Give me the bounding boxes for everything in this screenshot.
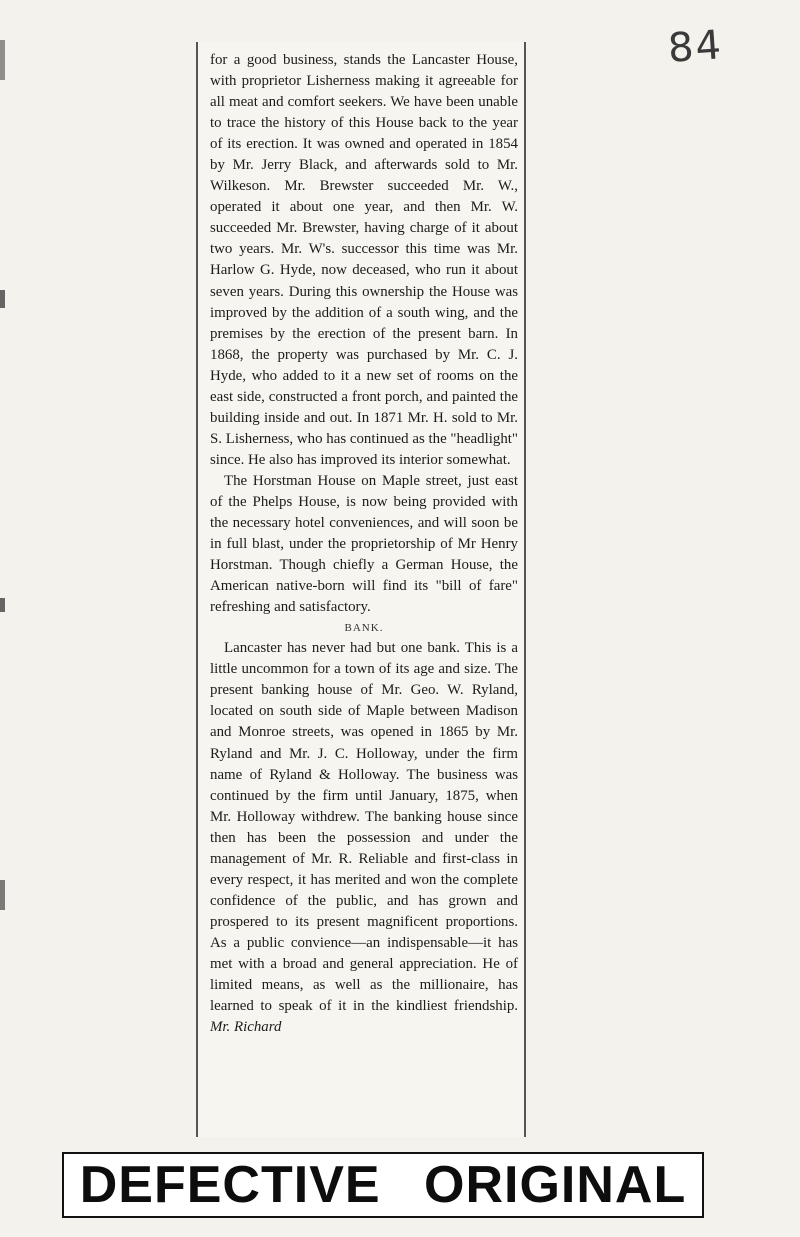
newspaper-clipping (196, 42, 526, 1137)
scan-edge-mark (0, 598, 5, 612)
banner-label: DEFECTIVE ORIGINAL (79, 1156, 687, 1214)
scan-edge-mark (0, 40, 5, 80)
article-paragraph-bank (210, 638, 518, 1038)
scan-edge-mark (0, 880, 5, 910)
trailing-name: Mr. Richard (210, 1019, 282, 1036)
defective-original-banner (62, 1152, 704, 1218)
article-paragraph-horstman-house: The Horstman House on Maple street, just east of the Phelps House, is now being provided with the necessary hotel conveniences, and will soon be in full blast, under the proprietorship of Mr Henry Horstman. Though chiefly a German House, the American native-born will find its "bill of fare" refreshing and satisfactory. (210, 472, 518, 616)
section-heading-bank: BANK. (344, 622, 384, 635)
article-paragraph-lancaster-house: for a good business, stands the Lancaster House, with proprietor Lisherness making it agreeable for all meat and comfort seekers. We have been unable to trace the history of this House back to the year of its erection. It was owned and operated in 1854 by Mr. Jerry Black, and afterwards sold to Mr. Wilkeson. Mr. Brewster succeeded Mr. W., operated it about one year, and then Mr. W. succeeded Mr. Brewster, having charge of it about two years. Mr. W's. successor this time was Mr. Harlow G. Hyde, now deceased, who run it about seven years. During this ownership the House was improved by the addition of a south wing, and the premises by the erection of the present barn. In 1868, the property was purchased by Mr. C. J. Hyde, who added to it a new set of rooms on the east side, constructed a front porch, and painted the building inside and out. In 1871 Mr. H. sold to Mr. S. Lisherness, who has continued as the "headlight" since. He also has improved its interior somewhat. (210, 52, 518, 468)
scan-edge-mark (0, 290, 5, 308)
handwritten-page-number: 84 (666, 22, 725, 72)
bank-paragraph-text: Lancaster has never had but one bank. This is a little uncommon for a town of its age and size. The present banking house of Mr. Geo. W. Ryland, located on south side of Maple between Madison and Monroe streets, was opened in 1865 by Mr. Ryland and Mr. J. C. Holloway, under the firm name of Ryland & Holloway. The business was continued by the firm until January, 1875, when Mr. Holloway withdrew. The banking house since then has been the possession and under the management of Mr. R. Reliable and first-class in every respect, it has merited and won the complete confidence of the public, and has grown and prospered to its present magnificent proportions. As a public convience—an indispensable—it has met with a broad and general appreciation. He of limited means, as well as the millionaire, has learned to speak of it in the kindliest friendship. (210, 640, 518, 1015)
